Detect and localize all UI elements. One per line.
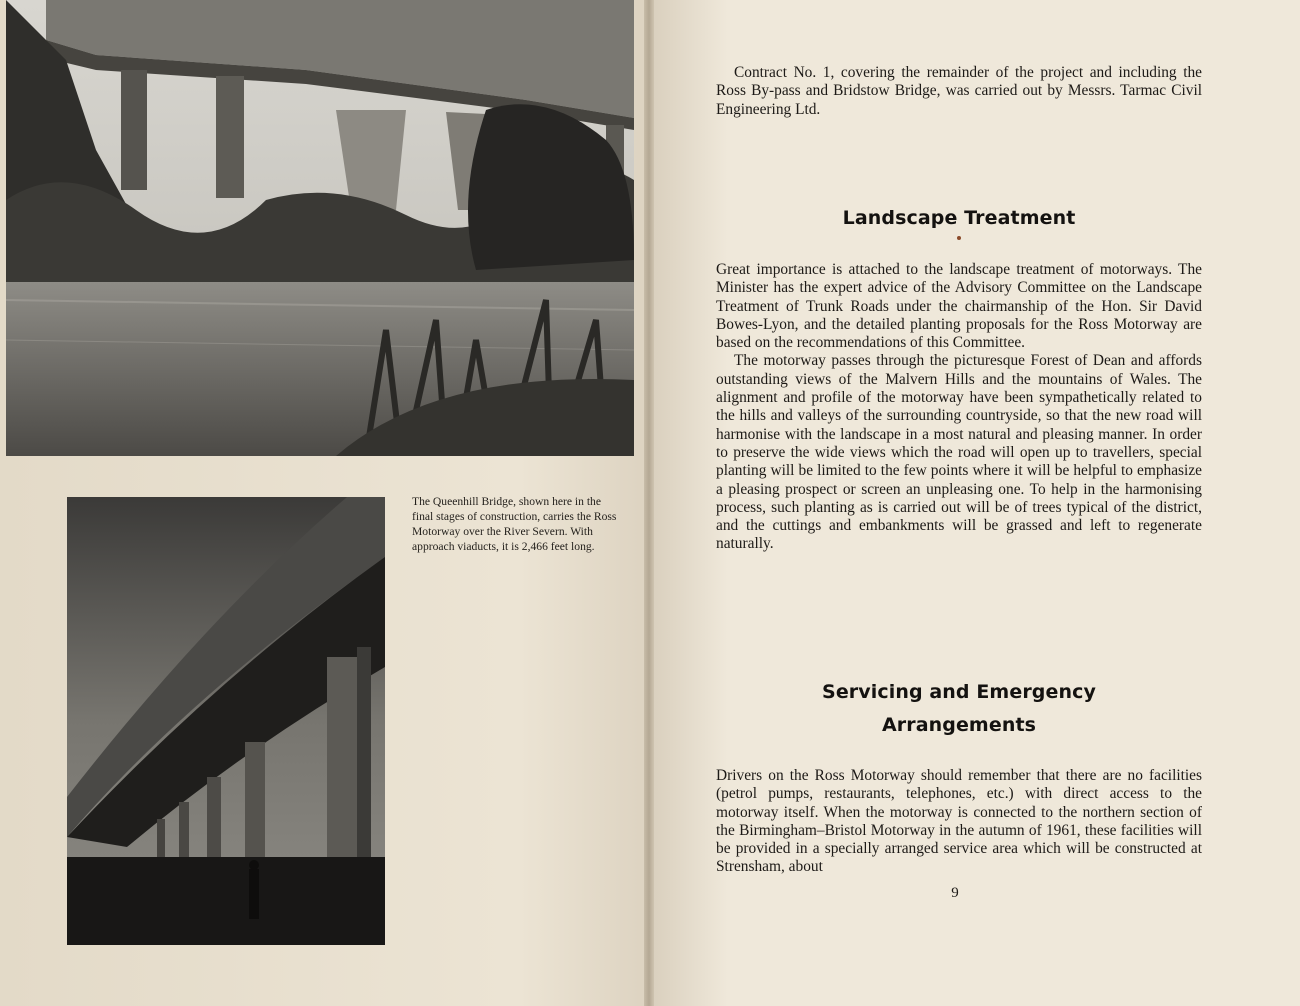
servicing-section <box>716 767 1202 877</box>
heading-servicing-line-1: Servicing and Emergency <box>822 681 1096 703</box>
servicing-paragraph-1: Drivers on the Ross Motorway should remember that there are no facilities (petrol pumps, restaurants, telephones, etc.) with direct access to the motorway itself. When the motorway is connected to the northern section of the Birmingham–Bristol Motorway in the autumn of 1961, these facilities will be provided in a specially arranged service area which will be constructed at Strensham, about <box>716 767 1202 876</box>
intro-text: Contract No. 1, covering the remainder of the project and including the Ross By-pass and Bridstow Bridge, was carried out by Messrs. Tarmac Civil Engineering Ltd. <box>716 64 1202 118</box>
page-number: 9 <box>951 885 959 901</box>
bridge-over-river-photo <box>6 0 634 456</box>
viaduct-underside-photo <box>67 497 385 945</box>
photo-caption: The Queenhill Bridge, shown here in the final stages of construction, carries the Ross Motorway over the River Severn. With approach viaducts, it is 2,466 feet long. <box>412 495 617 553</box>
book-gutter <box>644 0 654 1006</box>
heading-landscape-treatment: Landscape Treatment <box>842 207 1076 229</box>
landscape-paragraph-1: Great importance is attached to the landscape treatment of motorways. The Minister has the expert advice of the Advisory Committee on the Landscape Treatment of Trunk Roads under the chairmanship of the Hon. Sir David Bowes-Lyon, and the detailed planting proposals for the Ross Motorway are based on the recommendations of this Committee. <box>716 261 1202 352</box>
intro-paragraph <box>716 64 1202 119</box>
decorative-dot <box>957 236 961 240</box>
landscape-paragraph-2: The motorway passes through the picturesque Forest of Dean and affords outstanding views of the Malvern Hills and the mountains of Wales. The alignment and profile of the motorway have been sympathetically related to the hills and valleys of the surrounding countryside, so that the new road will harmonise with the landscape in a most natural and pleasing manner. In order to preserve the wide views which the road will open up to travellers, special planting will be limited to the few points where it will be helpful to emphasize a pleasing prospect or screen an unpleasing one. To help in the harmonising process, such planting as is carried out will be of trees typical of the district, and the cuttings and embankments will be grassed and left to regenerate naturally. <box>716 352 1202 553</box>
heading-servicing-line-2: Arrangements <box>881 714 1037 736</box>
landscape-section <box>716 261 1202 554</box>
